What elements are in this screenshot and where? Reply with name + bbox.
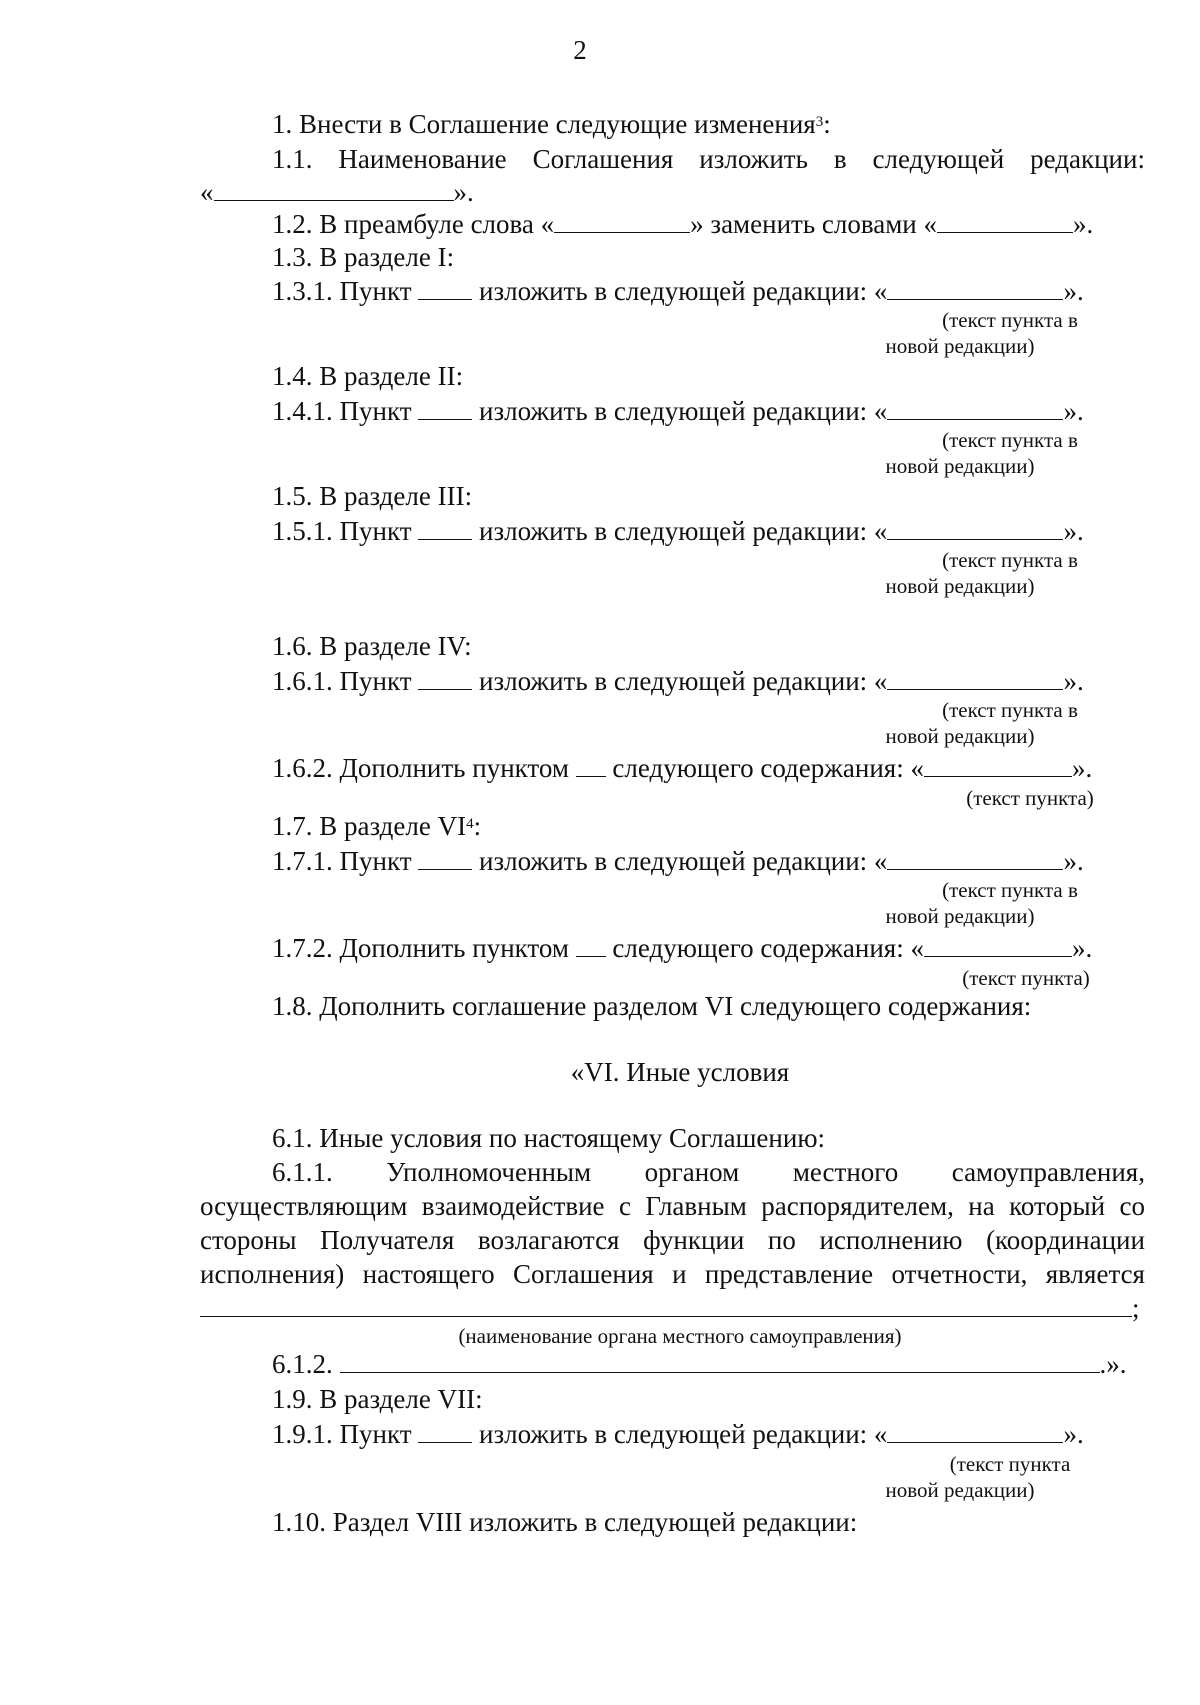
blank-field[interactable]	[576, 932, 606, 957]
caption: (текст пункта)	[962, 966, 1090, 990]
blank-field[interactable]	[418, 275, 472, 300]
item-6-1-2: 6.1.2. .».	[272, 1349, 1127, 1379]
item-1-5-1: 1.5.1. Пункт изложить в следующей редакции: « ».	[272, 516, 1084, 546]
blank-field[interactable]	[418, 845, 472, 870]
item-1-4-1: 1.4.1. Пункт изложить в следующей редакции: « ».	[272, 396, 1084, 426]
blank-field[interactable]	[554, 208, 690, 233]
item-1-4: 1.4. В разделе II:	[272, 361, 464, 391]
footnote-ref-3: 3	[815, 114, 824, 130]
blank-field[interactable]	[887, 1418, 1063, 1443]
caption: (текст пункта в	[942, 308, 1078, 332]
item-1-3-1: 1.3.1. Пункт изложить в следующей редакции: « ».	[272, 276, 1084, 306]
item-1-9: 1.9. В разделе VII:	[272, 1384, 483, 1414]
item-1-6-2: 1.6.2. Дополнить пунктом следующего содержания: « ».	[272, 753, 1093, 783]
caption: новой редакции)	[885, 1478, 1035, 1502]
blank-field[interactable]	[418, 395, 472, 420]
caption: (наименование органа местного самоуправления)	[458, 1324, 902, 1348]
item-1-1: 1.1. Наименование Соглашения изложить в следующей редакции:	[272, 144, 1145, 174]
blank-field[interactable]	[340, 1348, 1100, 1373]
caption: новой редакции)	[885, 904, 1035, 928]
blank-field[interactable]	[418, 1418, 472, 1443]
blank-field[interactable]	[887, 395, 1063, 420]
caption: новой редакции)	[885, 334, 1035, 358]
blank-field[interactable]	[924, 932, 1072, 957]
blank-field[interactable]	[887, 515, 1063, 540]
blank-field[interactable]	[214, 176, 454, 201]
paragraph-line: исполнения) настоящего Соглашения и представление отчетности, является	[200, 1259, 1145, 1289]
org-name-line: ;	[200, 1292, 1140, 1324]
item-1-3: 1.3. В разделе I:	[272, 242, 455, 272]
caption: новой редакции)	[885, 574, 1035, 598]
item-1-10: 1.10. Раздел VIII изложить в следующей редакции:	[272, 1507, 858, 1537]
caption: (текст пункта)	[966, 786, 1094, 810]
blank-field[interactable]	[418, 665, 472, 690]
item-1-9-1: 1.9.1. Пункт изложить в следующей редакции: « ».	[272, 1419, 1084, 1449]
item-1-6-1: 1.6.1. Пункт изложить в следующей редакции: « ».	[272, 666, 1084, 696]
blank-field[interactable]	[887, 845, 1063, 870]
item-1-8: 1.8. Дополнить соглашение разделом VI следующего содержания:	[272, 991, 1032, 1021]
footnote-ref-4: 4	[466, 816, 474, 832]
item-6-1-1: 6.1.1. Уполномоченным органом местного самоуправления,	[272, 1157, 1145, 1187]
item-1-2: 1.2. В преамбуле слова « » заменить словами « ».	[272, 209, 1094, 239]
blank-field[interactable]	[418, 515, 472, 540]
caption: (текст пункта в	[942, 428, 1078, 452]
section-heading: «VI. Иные условия	[570, 1057, 790, 1087]
caption: (текст пункта	[949, 1452, 1071, 1476]
page-number: 2	[573, 35, 587, 65]
item-6-1: 6.1. Иные условия по настоящему Соглашению:	[272, 1123, 825, 1153]
blank-field[interactable]	[887, 275, 1063, 300]
blank-field[interactable]	[200, 1292, 1132, 1317]
item-1-7: 1.7. В разделе $VI^4$:	[272, 811, 482, 841]
paragraph-line: осуществляющим взаимодействие с Главным распорядителем, на который со	[200, 1191, 1145, 1221]
blank-field[interactable]	[924, 752, 1072, 777]
caption: (текст пункта в	[942, 698, 1078, 722]
item-1-7-1: 1.7.1. Пункт изложить в следующей редакции: « ».	[272, 846, 1084, 876]
caption: (текст пункта в	[942, 548, 1078, 572]
blank-field[interactable]	[576, 752, 606, 777]
caption: новой редакции)	[885, 454, 1035, 478]
blank-field[interactable]	[937, 208, 1073, 233]
item-1-1-blank: « ».	[200, 177, 474, 207]
caption: (текст пункта в	[942, 878, 1078, 902]
caption: новой редакции)	[885, 724, 1035, 748]
paragraph-line: стороны Получателя возлагаются функции по исполнению (координации	[200, 1225, 1145, 1255]
item-1-5: 1.5. В разделе III:	[272, 481, 473, 511]
blank-field[interactable]	[887, 665, 1063, 690]
item-1-7-2: 1.7.2. Дополнить пунктом следующего содержания: « ».	[272, 933, 1093, 963]
item-1-6: 1.6. В разделе IV:	[272, 631, 472, 661]
item-1: 1. Внести в Соглашение следующие изменения$^3$:	[272, 109, 831, 139]
